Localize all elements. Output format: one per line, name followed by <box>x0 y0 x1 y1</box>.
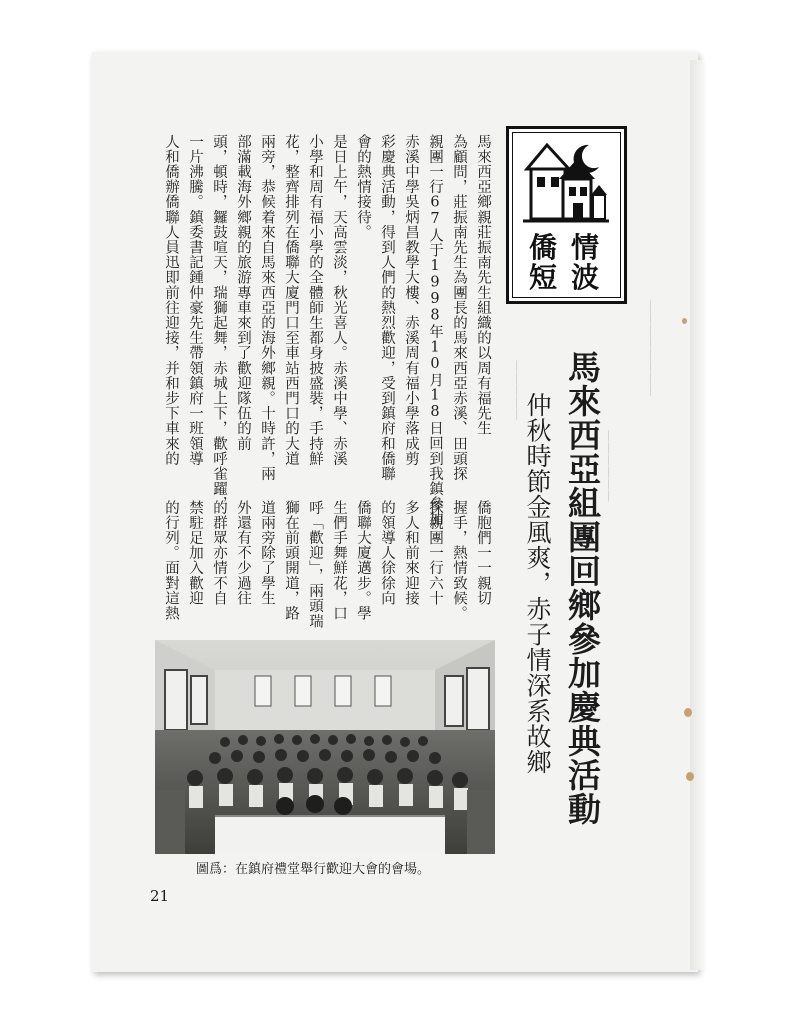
page-number: 21 <box>150 887 170 905</box>
body-column: 呼「歡迎」，兩頭瑞 <box>307 500 323 629</box>
body-column: 頭，頓時，鑼鼓喧天，瑞獅起舞，赤城上下，歡呼雀躍， <box>211 134 227 512</box>
photo-caption: 圖爲：在鎮府禮堂舉行歡迎大會的會場。 <box>196 862 431 877</box>
body-column: 花，整齊排列在僑聯大廈門口至車站西門口的大道 <box>283 134 299 467</box>
logo-char: 短 <box>529 261 558 294</box>
body-column: 會的熱情接待。 <box>355 134 371 240</box>
logo-char: 情 <box>571 231 600 264</box>
body-column: 為顧問，莊振南先生為團長的馬來西亞赤溪、田頭探 <box>451 134 467 482</box>
body-column: 部滿載海外鄉親的旅游專車來到了歡迎隊伍的前 <box>235 134 251 452</box>
body-column: 多人和前來迎接 <box>403 500 419 606</box>
body-column: 馬來西亞鄉親莊振南先生組織的以周有福先生 <box>475 134 491 436</box>
body-column: 親團一行67人于1998年10月18日回到我鎮參加 <box>427 134 443 527</box>
show-through-text: 丨丨丨丨丨丨丨丨 <box>643 300 657 396</box>
logo-char: 僑 <box>529 231 558 264</box>
body-column: 赤溪中學吳炳昌教學大樓、赤溪周有福小學落成剪 <box>403 134 419 467</box>
body-column: 人和僑辦僑聯人員迅即前往迎接，并和步下車來的 <box>163 134 179 467</box>
body-column: 道兩旁除了學生 <box>259 500 275 606</box>
page-edge <box>690 60 704 970</box>
article-subtitle: 仲秋時節金風爽，赤子情深系故鄉 <box>523 392 552 775</box>
body-column: 是日上午，天高雲淡，秋光喜人。赤溪中學、赤溪 <box>331 134 347 467</box>
binding-hole <box>684 708 692 717</box>
body-column: 握手，熱情致候。 <box>451 500 467 621</box>
binding-hole <box>686 772 694 781</box>
body-column: 小學和周有福小學的全體師生都身披盛裝，手持鮮 <box>307 134 323 467</box>
body-column: 生們手舞鮮花，口 <box>331 500 347 621</box>
meeting-hall-photo <box>155 640 495 854</box>
body-column: 僑胞們一一親切 <box>475 500 491 606</box>
body-column: 探親團一行六十 <box>427 500 443 606</box>
article-title: 馬來西亞組團回鄉參加慶典活動 <box>563 350 602 826</box>
body-column: 的行列。面對這熱 <box>163 500 179 621</box>
show-through-text: 丨丨丨丨丨 <box>509 360 523 420</box>
body-column: 外還有不少過往 <box>235 500 251 606</box>
body-column: 兩旁，恭候着來自馬來西亞的海外鄉親。十時許，兩 <box>259 134 275 482</box>
body-column: 的領導人徐徐向 <box>379 500 395 606</box>
body-column: 的群眾亦情不自 <box>211 500 227 606</box>
body-column: 彩慶典活動，得到人們的熱烈歡迎，受到鎮府和僑聯 <box>379 134 395 482</box>
village-house-icon <box>519 135 611 225</box>
column-logo <box>506 126 627 304</box>
logo-char: 波 <box>571 261 600 294</box>
body-column: 禁駐足加入歡迎 <box>187 500 203 606</box>
body-column: 獅在前頭開道，路 <box>283 500 299 621</box>
body-column: 僑聯大廈邁步。學 <box>355 500 371 621</box>
show-through-text: 丨丨丨丨丨丨 <box>601 430 615 502</box>
meeting-hall-photo-art <box>155 640 495 854</box>
binding-hole <box>682 318 687 324</box>
body-column: 一片沸騰。鎮委書記鍾仲豪先生帶領鎮府一班領導 <box>187 134 203 467</box>
